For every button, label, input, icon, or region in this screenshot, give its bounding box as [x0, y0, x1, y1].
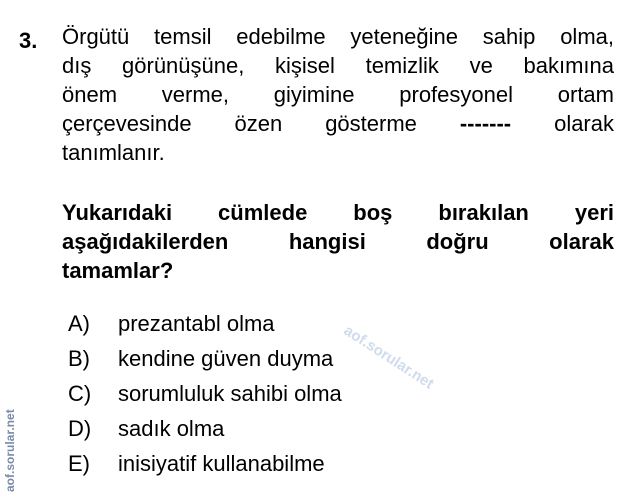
option-letter: E)	[68, 450, 90, 476]
option-b[interactable]	[68, 341, 342, 376]
stem-line-end: olarak	[554, 111, 614, 136]
option-d[interactable]	[68, 411, 342, 446]
option-text: prezantabl olma	[118, 310, 275, 336]
prompt-line: Yukarıdaki cümlede boş bırakılan yeri	[62, 200, 614, 225]
answer-options	[68, 306, 342, 481]
stem-line-with-blank	[62, 109, 614, 138]
option-letter: D)	[68, 415, 92, 441]
blank-marker: -------	[459, 111, 512, 136]
option-text: inisiyatif kullanabilme	[118, 450, 325, 476]
stem-line: dış görünüşüne, kişisel temizlik ve bakımına	[62, 53, 614, 78]
question-prompt	[62, 198, 614, 285]
option-letter: C)	[68, 380, 92, 406]
option-letter: A)	[68, 310, 90, 336]
prompt-line: aşağıdakilerden hangisi doğru olarak	[62, 229, 614, 254]
watermark-diagonal: aof.sorular.net	[340, 322, 437, 393]
stem-line: tanımlanır.	[62, 140, 165, 165]
question-number: 3.	[19, 28, 38, 53]
stem-line-start: çerçevesinde özen gösterme	[62, 111, 417, 136]
option-text: sadık olma	[118, 415, 225, 441]
prompt-line: tamamlar?	[62, 258, 174, 283]
option-text: sorumluluk sahibi olma	[118, 380, 342, 406]
question-stem	[62, 22, 614, 167]
option-c[interactable]	[68, 376, 342, 411]
stem-line: Örgütü temsil edebilme yeteneğine sahip olma,	[62, 24, 614, 49]
option-e[interactable]	[68, 446, 342, 481]
option-text: kendine güven duyma	[118, 345, 334, 371]
option-letter: B)	[68, 345, 90, 371]
option-a[interactable]	[68, 306, 342, 341]
stem-line: önem verme, giyimine profesyonel ortam	[62, 82, 614, 107]
watermark-side: aof.sorular.net	[3, 409, 17, 492]
